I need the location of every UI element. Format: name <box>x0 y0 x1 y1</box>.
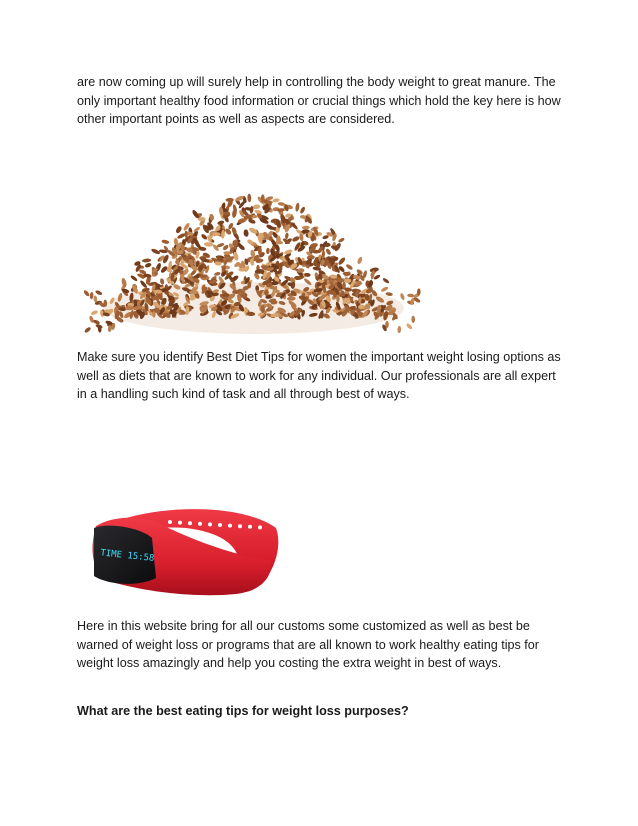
band-hole <box>208 522 212 526</box>
band-hole <box>198 522 202 526</box>
paragraph-website: Here in this website bring for all our customs some customized as well as best be warned of weight loss or programs that are all known to work healthy eating tips for weight loss amazingly and help you costing the extra weight in best of ways. <box>77 619 540 671</box>
flax-seeds-image <box>84 180 424 348</box>
seed <box>295 202 300 211</box>
seed <box>385 292 393 297</box>
seed <box>159 278 164 285</box>
section-heading: What are the best eating tips for weight loss purposes? <box>77 704 409 718</box>
seed <box>95 290 103 296</box>
band-hole <box>168 520 172 524</box>
seed <box>261 194 265 202</box>
seed <box>397 326 401 333</box>
seed <box>380 286 389 293</box>
seed <box>175 225 183 234</box>
seed <box>299 206 306 214</box>
seed <box>325 248 332 256</box>
seed <box>142 258 152 263</box>
seed <box>356 256 363 265</box>
seed <box>405 323 413 330</box>
seed <box>200 233 208 240</box>
seed <box>337 256 346 265</box>
band-hole <box>218 523 222 527</box>
seed <box>399 293 405 301</box>
band-hole <box>238 524 242 528</box>
seed <box>121 277 128 287</box>
seed <box>224 227 232 235</box>
seed <box>144 262 152 268</box>
band-display-text: TIME 15:58 <box>99 548 155 564</box>
seed <box>252 204 260 210</box>
fitness-band-image <box>86 498 282 604</box>
seed <box>345 263 353 270</box>
seed <box>272 198 280 203</box>
seed <box>285 232 289 239</box>
seed <box>151 248 161 255</box>
band-hole <box>258 525 262 529</box>
seed <box>338 237 345 243</box>
band-hole <box>248 525 252 529</box>
seed <box>204 242 214 247</box>
paragraph-intro: are now coming up will surely help in controlling the body weight to great manure. The only important healthy food information or crucial things which hold the key here is how other important points as well as aspects are considered. <box>77 75 561 127</box>
seed <box>84 289 90 297</box>
seed <box>152 311 155 318</box>
seed <box>84 326 92 333</box>
seed <box>92 319 100 325</box>
seed <box>266 248 270 255</box>
seed <box>90 292 94 299</box>
seed <box>247 194 251 203</box>
seed <box>130 275 138 282</box>
seed <box>302 225 310 229</box>
paragraph-diet-tips: Make sure you identify Best Diet Tips for women the important weight losing options as well as diets that are known to work for any individual. Our professionals are all expert in a handling such kind of task and all through best of ways. <box>77 350 561 402</box>
band-hole <box>178 521 182 525</box>
seed <box>258 246 262 256</box>
seed <box>248 281 251 288</box>
seed <box>407 294 414 298</box>
seed <box>161 239 169 244</box>
seed <box>291 235 300 242</box>
band-hole <box>228 524 232 528</box>
seed <box>382 277 390 284</box>
band-hole <box>188 521 192 525</box>
seed <box>214 271 221 276</box>
seed <box>336 296 339 303</box>
seed <box>90 310 98 316</box>
seed <box>411 316 415 323</box>
